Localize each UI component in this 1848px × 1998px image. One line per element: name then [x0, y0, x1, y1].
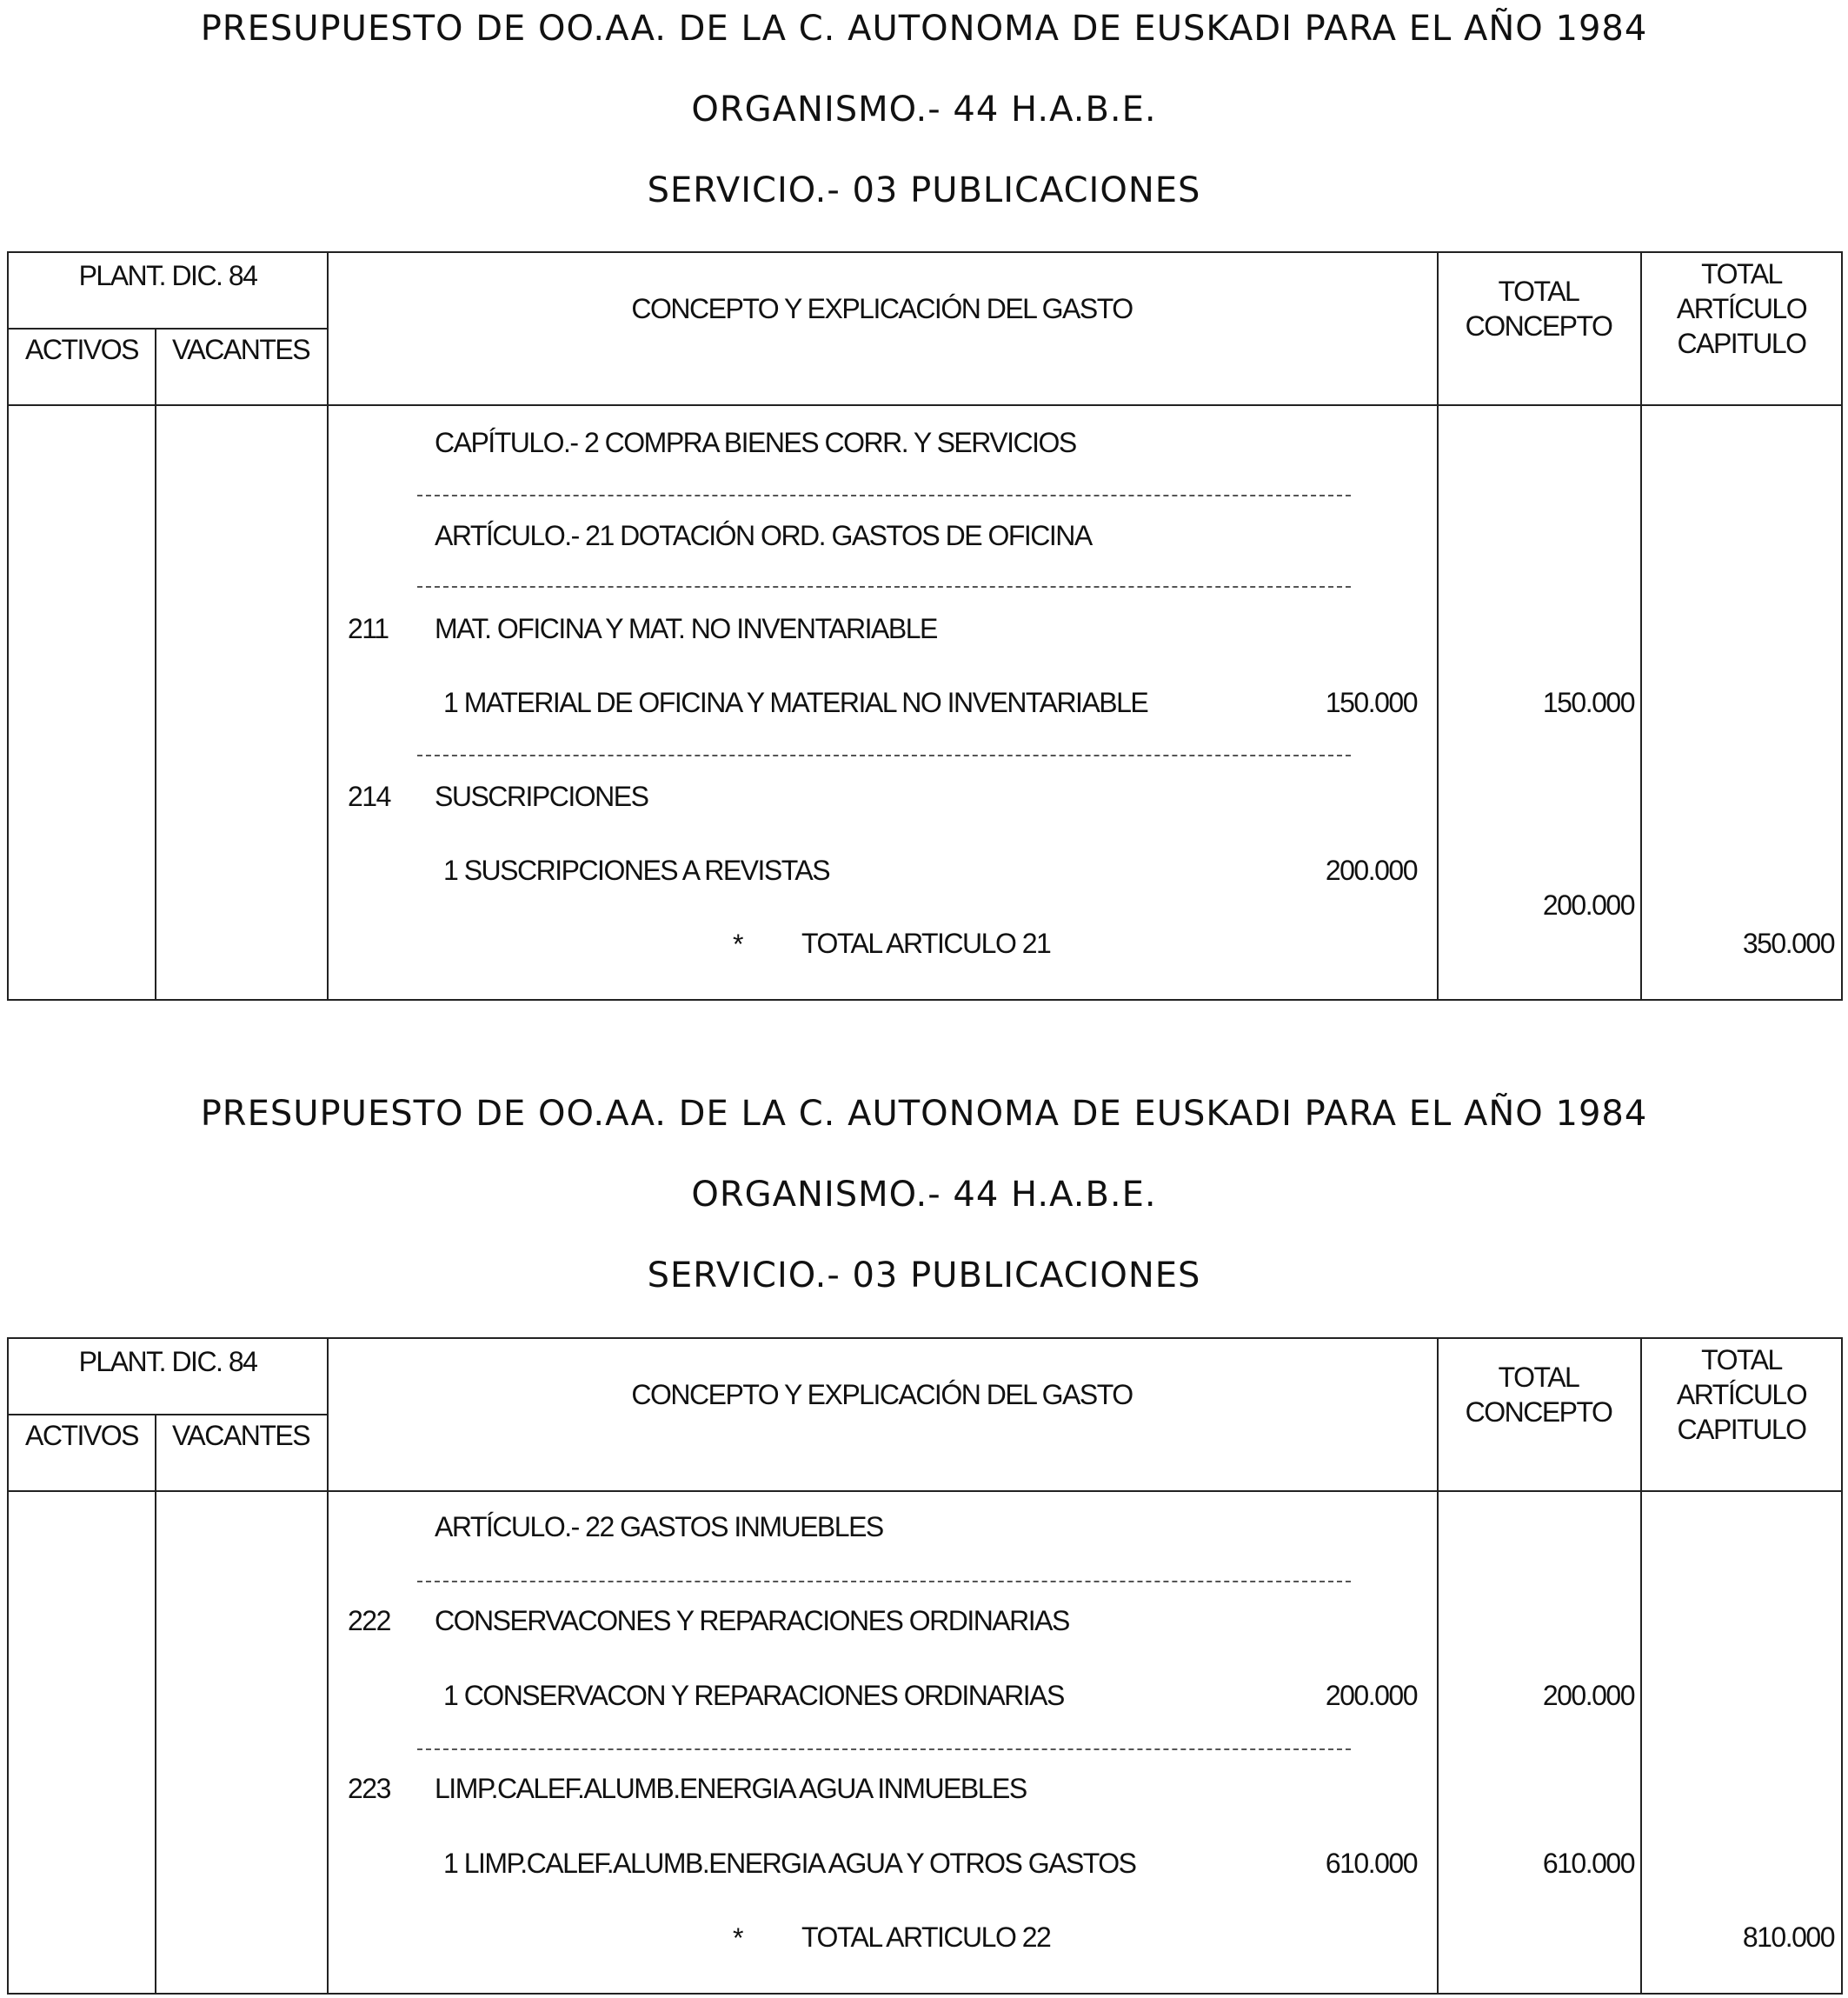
header-divider	[9, 404, 1843, 406]
total-asterisk: *	[733, 1922, 742, 1954]
budget-table	[7, 251, 1843, 1001]
header-total-articulo-line3: CAPITULO	[1677, 328, 1806, 359]
concept-title: CONSERVACONES Y REPARACIONES ORDINARIAS	[435, 1605, 1069, 1636]
dashed-separator	[417, 495, 1351, 496]
column-divider	[155, 328, 156, 999]
articulo-line: ARTÍCULO.- 22 GASTOS INMUEBLES	[435, 1511, 883, 1542]
concept-item: 1 SUSCRIPCIONES A REVISTAS	[443, 855, 830, 886]
dashed-separator	[417, 1748, 1351, 1750]
sheet-title: PRESUPUESTO DE OO.AA. DE LA C. AUTONOMA DE EUSKADI PARA EL AÑO 1984	[200, 1094, 1648, 1134]
header-total-articulo-line2: ARTÍCULO	[1676, 293, 1807, 324]
concept-code: 214	[348, 781, 390, 812]
header-vacantes: VACANTES	[171, 1420, 310, 1451]
sheet-title: PRESUPUESTO DE OO.AA. DE LA C. AUTONOMA DE EUSKADI PARA EL AÑO 1984	[200, 9, 1648, 49]
column-divider	[327, 1339, 329, 1993]
concept-code: 211	[348, 613, 389, 644]
concept-title: LIMP.CALEF.ALUMB.ENERGIA AGUA INMUEBLES	[435, 1773, 1027, 1804]
header-total-articulo-line1: TOTAL	[1701, 1344, 1782, 1375]
concept-total: 150.000	[1542, 687, 1634, 718]
concept-item-amount: 200.000	[1325, 855, 1417, 886]
budget-table	[7, 1337, 1843, 1995]
total-articulo-value: 810.000	[1742, 1921, 1834, 1953]
dashed-separator	[417, 1581, 1351, 1582]
header-total-concepto-line2: CONCEPTO	[1465, 1396, 1612, 1428]
column-divider	[155, 1414, 156, 1993]
header-concepto: CONCEPTO Y EXPLICACIÓN DEL GASTO	[631, 1379, 1133, 1410]
total-articulo-label: TOTAL ARTICULO 21	[801, 928, 1051, 959]
concept-total: 200.000	[1542, 889, 1634, 921]
concept-item-amount: 200.000	[1325, 1680, 1417, 1711]
total-articulo-value: 350.000	[1742, 928, 1834, 959]
row-divider	[9, 1414, 327, 1415]
concept-item-amount: 610.000	[1325, 1848, 1417, 1879]
header-total-articulo-line3: CAPITULO	[1677, 1414, 1806, 1445]
concept-item: 1 LIMP.CALEF.ALUMB.ENERGIA AGUA Y OTROS GASTOS	[443, 1848, 1136, 1879]
column-divider	[1437, 253, 1439, 999]
capitulo-line: CAPÍTULO.- 2 COMPRA BIENES CORR. Y SERVICIOS	[435, 427, 1076, 458]
articulo-line: ARTÍCULO.- 21 DOTACIÓN ORD. GASTOS DE OFICINA	[435, 520, 1092, 551]
organismo-heading: ORGANISMO.- 44 H.A.B.E.	[691, 1175, 1157, 1215]
column-divider	[1437, 1339, 1439, 1993]
organismo-heading: ORGANISMO.- 44 H.A.B.E.	[691, 90, 1157, 130]
column-divider	[327, 253, 329, 999]
header-total-concepto-line2: CONCEPTO	[1465, 310, 1612, 342]
header-plant: PLANT. DIC. 84	[78, 1346, 257, 1377]
header-activos: ACTIVOS	[25, 334, 138, 365]
concept-total: 200.000	[1542, 1680, 1634, 1711]
total-asterisk: *	[733, 929, 742, 960]
header-total-concepto-line1: TOTAL	[1498, 276, 1579, 307]
servicio-heading: SERVICIO.- 03 PUBLICACIONES	[647, 170, 1201, 210]
dashed-separator	[417, 586, 1351, 588]
concept-item: 1 CONSERVACON Y REPARACIONES ORDINARIAS	[443, 1680, 1064, 1711]
header-total-concepto-line1: TOTAL	[1498, 1362, 1579, 1393]
row-divider	[9, 328, 327, 330]
total-articulo-label: TOTAL ARTICULO 22	[801, 1921, 1051, 1953]
column-divider	[1640, 253, 1642, 999]
concept-code: 223	[348, 1773, 390, 1804]
header-concepto: CONCEPTO Y EXPLICACIÓN DEL GASTO	[631, 293, 1133, 324]
concept-title: SUSCRIPCIONES	[435, 781, 648, 812]
concept-title: MAT. OFICINA Y MAT. NO INVENTARIABLE	[435, 613, 937, 644]
header-total-articulo-line2: ARTÍCULO	[1676, 1379, 1807, 1410]
concept-total: 610.000	[1542, 1848, 1634, 1879]
header-activos: ACTIVOS	[25, 1420, 138, 1451]
concept-item-amount: 150.000	[1325, 687, 1417, 718]
header-plant: PLANT. DIC. 84	[78, 260, 257, 291]
concept-code: 222	[348, 1605, 390, 1636]
header-total-articulo-line1: TOTAL	[1701, 258, 1782, 290]
servicio-heading: SERVICIO.- 03 PUBLICACIONES	[647, 1255, 1201, 1295]
dashed-separator	[417, 755, 1351, 756]
header-vacantes: VACANTES	[171, 334, 310, 365]
concept-item: 1 MATERIAL DE OFICINA Y MATERIAL NO INVENTARIABLE	[443, 687, 1148, 718]
header-divider	[9, 1490, 1843, 1492]
